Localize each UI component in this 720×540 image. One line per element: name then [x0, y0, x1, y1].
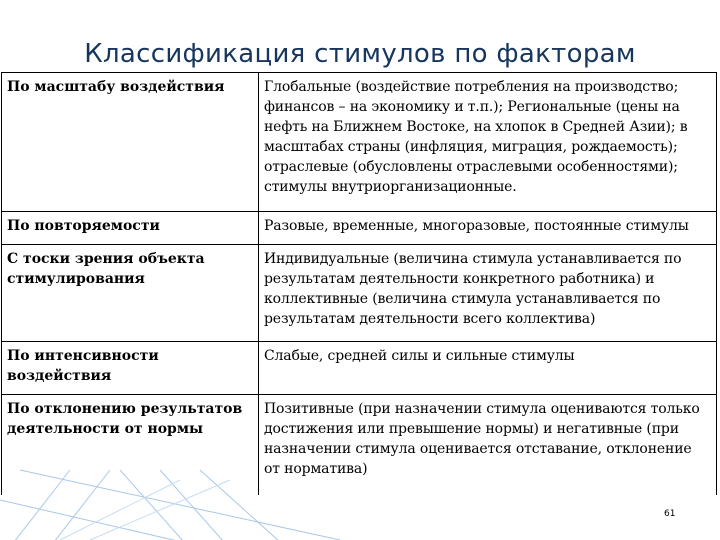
- table-row: [2, 245, 717, 342]
- factor-cell: По масштабу воздействия: [2, 73, 259, 212]
- factor-cell: По интенсивности воздействия: [2, 342, 259, 395]
- factor-cell: По повторяемости: [2, 212, 259, 245]
- description-cell: Позитивные (при назначении стимула оцениваются только достижения или превышение нормы) и негативные (при назначении стимула оценивается отставание, отклонение от норматива): [259, 395, 717, 496]
- description-cell: Глобальные (воздействие потребления на производство; финансов – на экономику и т.п.); Региональные (цены на нефть на Ближнем Востоке, на хлопок в Средней Азии); в масштабах страны (инфляция, миграция, рождаемость); отраслевые (обусловлены отраслевыми особенностями); стимулы внутриорганизационные.: [259, 73, 717, 212]
- factor-cell: С тоски зрения объекта стимулирования: [2, 245, 259, 342]
- factor-cell: По отклонению результатов деятельности от нормы: [2, 395, 259, 496]
- page-number: 61: [664, 509, 676, 519]
- table-row: [2, 212, 717, 245]
- table-row: [2, 73, 717, 212]
- table-row: [2, 395, 717, 496]
- description-cell: Разовые, временные, многоразовые, постоянные стимулы: [259, 212, 717, 245]
- description-cell: Слабые, средней силы и сильные стимулы: [259, 342, 717, 395]
- classification-table: [1, 72, 717, 495]
- slide-title: Классификация стимулов по факторам: [84, 39, 636, 69]
- table-row: [2, 342, 717, 395]
- description-cell: Индивидуальные (величина стимула устанавливается по результатам деятельности конкретного работника) и коллективные (величина стимула устанавливается по результатам деятельности всего коллектива): [259, 245, 717, 342]
